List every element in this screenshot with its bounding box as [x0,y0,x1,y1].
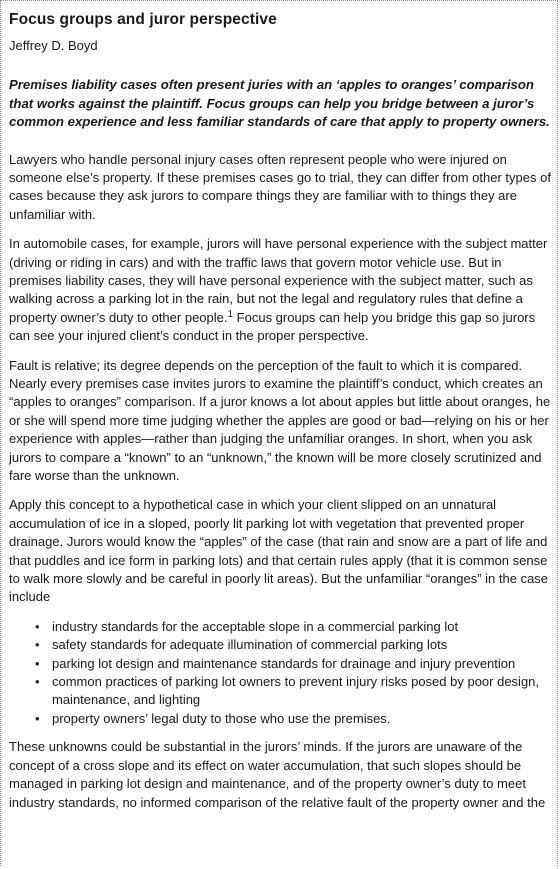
paragraph-2-text-a: In automobile cases, for example, jurors will have personal experience with the subject matter (driving or riding in cars) and with the traffic laws that govern motor vehicle use. But in premises liability cases, they will have personal experience with the subject matter, such as walking across a parking lot in the rain, but not the legal and regulatory rules that define a property owner’s duty to other people. [9,236,548,325]
list-item-text: property owners’ legal duty to those who use the premises. [52,710,391,726]
list-item [9,655,553,673]
list-item-text: parking lot design and maintenance standards for drainage and injury prevention [52,655,516,671]
oranges-list [9,618,553,728]
bullet-icon: • [35,674,40,690]
list-item [9,710,553,728]
list-item-text: common practices of parking lot owners to prevent injury risks posed by poor design, maintenance, and lighting [52,674,540,708]
article-title: Focus groups and juror perspective [9,11,277,28]
paragraph-3: Fault is relative; its degree depends on the perception of the fault to which it is compared. Nearly every premises case invites jurors to examine the plaintiff’s conduct, which creates an “apples to oranges” comparison. If a juror knows a lot about apples but little about oranges, he or she will spend more time judging whether the apples are good or bad—relying on his or her experience with apples—rather than judging the unfamiliar oranges. In short, when you ask jurors to compare a “known” to an “unknown,” the known will be more closely scrutinized and fare worse than the unknown. [9,357,551,483]
list-item-text: safety standards for adequate illumination of commercial parking lots [52,637,448,653]
paragraph-1: Lawyers who handle personal injury cases often represent people who were injured on someone else’s property. If these premises cases go to trial, they can differ from other types of cases because they ask jurors to compare things they are familiar with to things they are unfamiliar with. [9,151,551,222]
paragraph-2-text-b: Focus groups can help you bridge this gap so jurors can see your injured client’s conduct in the proper perspective. [9,309,536,344]
list-item [9,673,553,710]
list-item [9,618,553,636]
bullet-icon: • [35,637,40,653]
paragraph-2 [9,235,553,345]
article-author: Jeffrey D. Boyd [9,38,98,53]
list-item [9,636,553,654]
paragraph-5: These unknowns could be substantial in the jurors’ minds. If the jurors are unaware of the concept of a cross slope and its effect on water accumulation, that such slopes should be managed in parking lot design and maintenance, and of the property owner’s duty to meet industry standards, no informed comparison of the relative fault of the property owner and the [9,739,546,810]
bullet-icon: • [35,618,40,634]
bullet-icon: • [35,655,40,671]
bullet-icon: • [35,710,40,726]
article-lede: Premises liability cases often present juries with an ‘apples to oranges’ comparison that works against the plaintiff. Focus groups can help you bridge between a juror’s common experience and less familiar standards of care that apply to property owners. [9,77,550,129]
article [9,10,553,823]
list-item-text: industry standards for the acceptable slope in a commercial parking lot [52,618,459,634]
paragraph-4: Apply this concept to a hypothetical case in which your client slipped on an unnatural accumulation of ice in a sloped, poorly lit parking lot with vegetation that prevented proper drainage. Jurors would know the “apples” of the case (that rain and snow are a part of life and that puddles and ice form in parking lots) and that certain rules apply (that it is common sense to walk more slowly and be careful in poorly lit areas). But the unfamiliar “oranges” in the case include [9,497,549,605]
footnote-ref-1[interactable]: 1 [227,308,234,320]
